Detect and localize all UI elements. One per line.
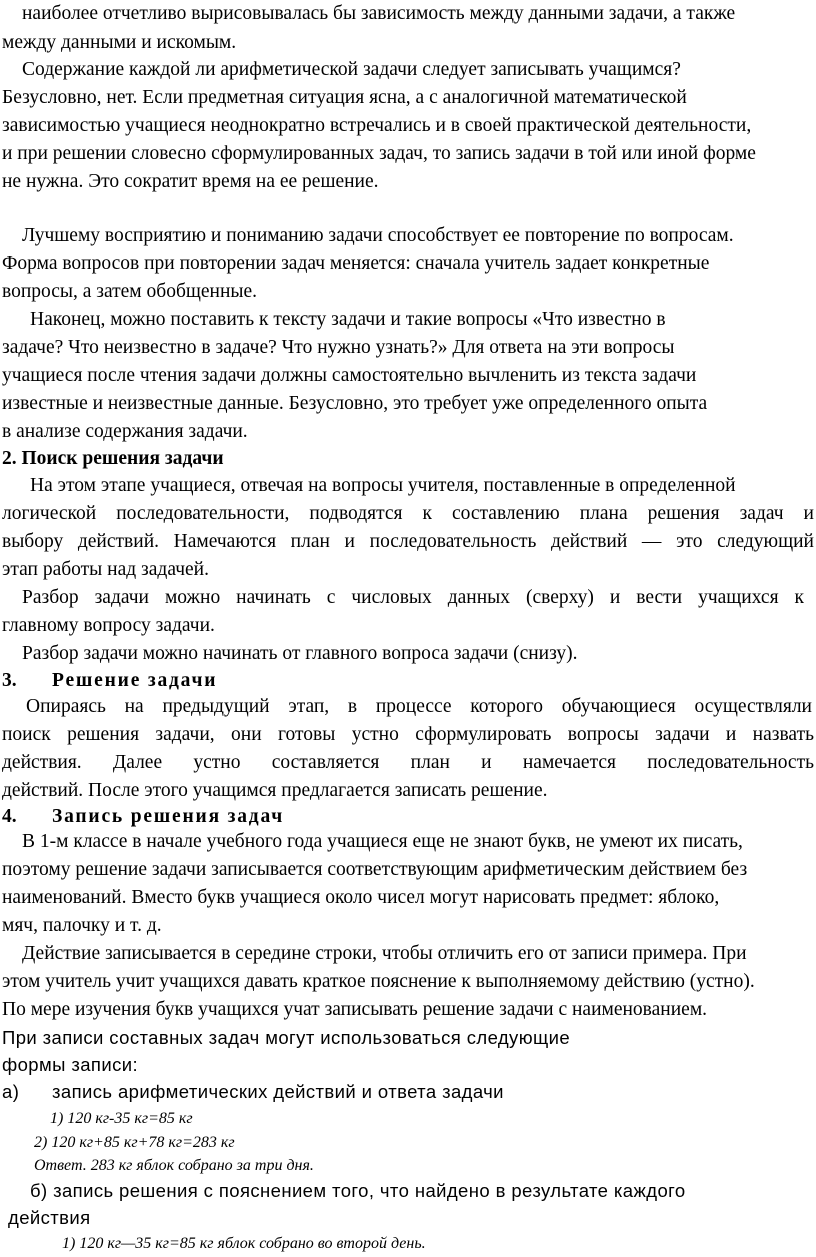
paragraph-line: мяч, палочку и т. д. (2, 915, 162, 936)
list-item-text: запись арифметических действий и ответа задачи (52, 1081, 504, 1102)
paragraph-line: Форма вопросов при повторении задач меняется: сначала учитель задает конкретные (2, 253, 710, 274)
paragraph-line: этап работы над задачей. (2, 559, 209, 580)
paragraph-line: и при решении словесно сформулированных задач, то запись задачи в той или иной форме (2, 143, 756, 164)
paragraph-line: Разбор задачи можно начинать от главного вопроса задачи (снизу). (22, 643, 578, 664)
list-item: действия (8, 1207, 91, 1228)
paragraph-line: На этом этапе учащиеся, отвечая на вопросы учителя, поставленные в определенной (30, 475, 736, 496)
section-number: 3. (2, 670, 17, 691)
paragraph-line: Наконец, можно поставить к тексту задачи и такие вопросы «Что известно в (30, 309, 666, 330)
paragraph-line: учащиеся после чтения задачи должны самостоятельно вычленить из текста задачи (2, 365, 697, 386)
paragraph-line: действий. После этого учащимся предлагается записать решение. (2, 780, 548, 801)
paragraph-line: логической последовательности, подводятся к составлению плана решения задач и (2, 503, 814, 524)
paragraph-line: наиболее отчетливо вырисовывалась бы зависимость между данными задачи, а также (22, 3, 736, 24)
example-line: 1) 120 кг—35 кг=85 кг яблок собрано во второй день. (62, 1235, 426, 1252)
paragraph-line: Содержание каждой ли арифметической задачи следует записывать учащимся? (22, 59, 681, 80)
paragraph-line: между данными и искомым. (2, 32, 237, 53)
paragraph-line: задаче? Что неизвестно в задаче? Что нужно узнать?» Для ответа на эти вопросы (2, 337, 675, 358)
paragraph-line: Опираясь на предыдущий этап, в процессе которого обучающиеся осуществляли (26, 696, 812, 717)
paragraph-line: Действие записывается в середине строки, чтобы отличить его от записи примера. При (22, 943, 747, 964)
section-number: 4. (2, 806, 17, 827)
section-title: Запись решения задач (52, 806, 285, 827)
list-marker: а) (2, 1081, 20, 1102)
paragraph-line: поиск решения задачи, они готовы устно сформулировать вопросы задачи и назвать (2, 724, 814, 745)
example-line: 2) 120 кг+85 кг+78 кг=283 кг (34, 1134, 235, 1151)
list-item (2, 1080, 504, 1104)
paragraph-line: Разбор задачи можно начинать с числовых данных (сверху) и вести учащихся к (22, 587, 804, 608)
paragraph-line: главному вопросу задачи. (2, 615, 215, 636)
paragraph-line: в анализе содержания задачи. (2, 421, 248, 442)
section-heading (2, 805, 284, 829)
paragraph-line: наименований. Вместо букв учащиеся около чисел могут нарисовать предмет: яблоко, (2, 887, 720, 908)
example-answer: Ответ. 283 кг яблок собрано за три дня. (34, 1157, 314, 1174)
paragraph-line: зависимостью учащиеся неоднократно встречались и в своей практической деятельности, (2, 115, 752, 136)
section-heading: 2. Поиск решения задачи (2, 448, 224, 469)
paragraph-line: формы записи: (2, 1054, 139, 1075)
paragraph-line: По мере изучения букв учащихся учат записывать решение задачи с наименованием. (2, 999, 708, 1020)
paragraph-line: При записи составных задач могут использоваться следующие (2, 1027, 571, 1048)
paragraph-line: вопросы, а затем обобщенные. (2, 281, 258, 302)
section-title: Решение задачи (52, 670, 218, 691)
paragraph-line: этом учитель учит учащихся давать краткое пояснение к выполняемому действию (устно). (2, 971, 755, 992)
paragraph-line: выбору действий. Намечаются план и последовательность действий — это следующий (2, 531, 814, 552)
paragraph-line: В 1-м классе в начале учебного года учащиеся еще не знают букв, не умеют их писать, (22, 831, 743, 852)
paragraph-line: действия. Далее устно составляется план и намечается последовательность (2, 752, 814, 773)
paragraph-line: поэтому решение задачи записывается соответствующим арифметическим действием без (2, 859, 748, 880)
paragraph-line: известные и неизвестные данные. Безусловно, это требует уже определенного опыта (2, 393, 708, 414)
paragraph-line: не нужна. Это сократит время на ее решение. (2, 171, 379, 192)
example-line: 1) 120 кг-35 кг=85 кг (50, 1110, 193, 1127)
paragraph-line: Безусловно, нет. Если предметная ситуация ясна, а с аналогичной математической (2, 87, 687, 108)
paragraph-line: Лучшему восприятию и пониманию задачи способствует ее повторение по вопросам. (22, 225, 734, 246)
section-heading (2, 669, 217, 693)
list-item: б) запись решения с пояснением того, что найдено в результате каждого (30, 1180, 686, 1201)
